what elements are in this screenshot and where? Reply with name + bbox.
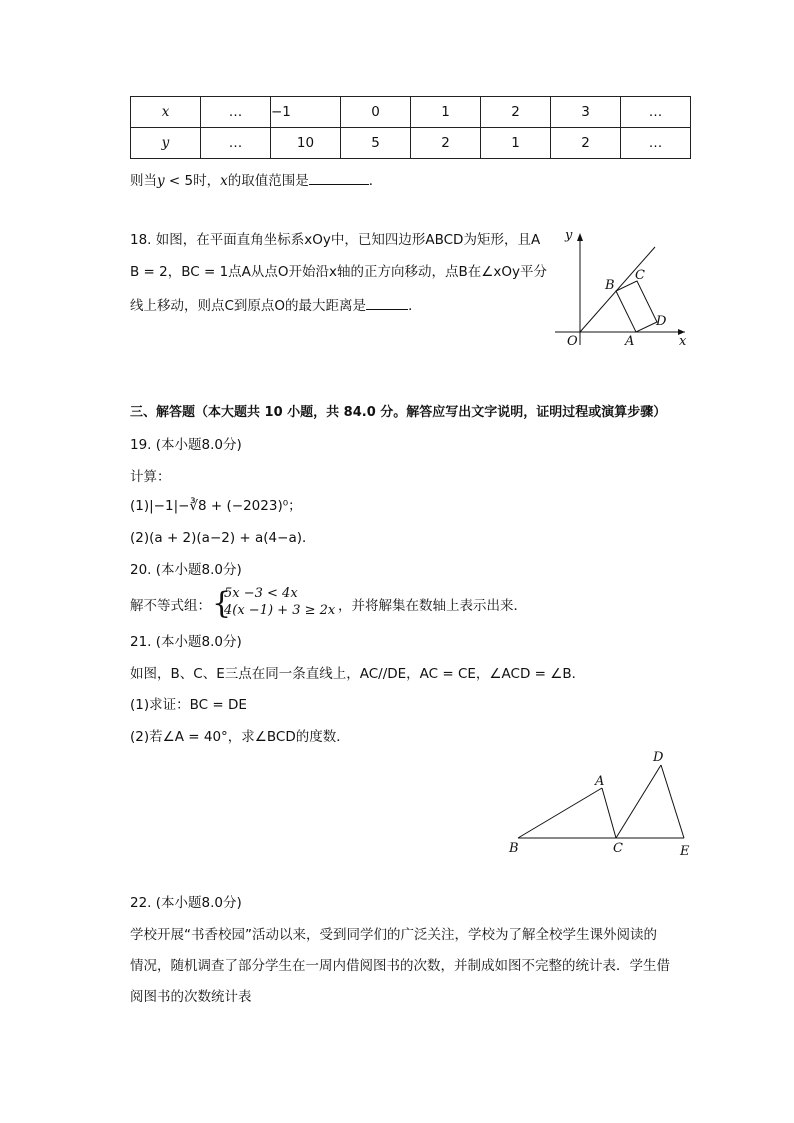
q21-stem: 如图，B、C、E三点在同一条直线上，AC//DE，AC = CE，∠ACD = ∠B． — [130, 666, 586, 682]
q19-header: 19. (本小题8.0分) — [130, 437, 242, 453]
answer-blank[interactable] — [309, 170, 369, 185]
q17-text: 的取值范围是 — [227, 173, 309, 189]
q20-prefix: 解不等式组： — [130, 598, 211, 614]
q21-figure — [500, 745, 700, 860]
table-cell: 10 — [271, 128, 341, 159]
table-cell: 2 — [481, 97, 551, 128]
label-a: A — [595, 774, 605, 789]
q17-text: < 5 — [164, 173, 194, 189]
q17-var-x: x — [220, 173, 228, 189]
table-cell: 3 — [551, 97, 621, 128]
table-cell: 2 — [411, 128, 481, 159]
segment-ac — [602, 788, 616, 838]
table-cell: … — [621, 128, 691, 159]
q17-text: 则当 — [130, 173, 157, 189]
label-d: D — [653, 750, 664, 765]
table-cell: −1 — [271, 97, 341, 128]
q18-line-1: 18. 如图，在平面直角坐标系xOy中，已知四边形ABCD为矩形，且A — [130, 232, 541, 248]
table-cell: 1 — [411, 97, 481, 128]
q21-part2: (2)若∠A = 40°，求∠BCD的度数． — [130, 729, 350, 745]
q21-part1: (1)求证：BC = DE — [130, 697, 247, 713]
q18-line-3 — [130, 295, 422, 315]
q22-line-3: 阅图书的次数统计表 — [130, 989, 252, 1005]
q22-line-1: 学校开展“书香校园”活动以来，受到同学们的广泛关注，学校为了解全校学生课外阅读的 — [130, 927, 657, 943]
table-cell: … — [201, 128, 271, 159]
table-cell: 1 — [481, 128, 551, 159]
label-e: E — [680, 844, 690, 859]
table-row — [131, 128, 691, 159]
table-cell: y — [131, 128, 201, 159]
label-y: y — [565, 228, 573, 243]
system-brace-icon: { — [212, 586, 232, 621]
q22-line-2: 情况，随机调查了部分学生在一周内借阅图书的次数，并制成如图不完整的统计表．学生借 — [130, 958, 670, 974]
section-heading: 三、解答题（本大题共 10 小题，共 84.0 分。解答应写出文字说明，证明过程或演算步骤） — [130, 405, 667, 420]
table-cell: x — [131, 97, 201, 128]
answer-blank[interactable] — [366, 295, 408, 310]
angle-bisector — [580, 247, 655, 332]
table-cell: … — [621, 97, 691, 128]
q18-text: 线上移动，则点C到原点O的最大距离是 — [130, 298, 367, 314]
y-axis-arrow-icon — [577, 233, 583, 241]
value-table — [130, 96, 691, 159]
q18-figure — [545, 225, 695, 350]
q17-text: ． — [368, 173, 383, 189]
label-c: C — [635, 268, 645, 283]
table-cell: … — [201, 97, 271, 128]
q17-range-question — [130, 170, 382, 190]
segment-ba — [518, 788, 602, 838]
q19-part2: (2)(a + 2)(a−2) + a(4−a)． — [130, 530, 316, 546]
q20-header: 20. (本小题8.0分) — [130, 562, 242, 578]
q20-inequality-2: 4(x −1) + 3 ≥ 2x — [224, 603, 336, 618]
rectangle-abcd — [616, 281, 657, 332]
q20-suffix: ，并将解集在数轴上表示出来． — [338, 598, 527, 614]
q21-header: 21. (本小题8.0分) — [130, 634, 242, 650]
q17-var-y: y — [157, 173, 165, 189]
q22-header: 22. (本小题8.0分) — [130, 895, 242, 911]
q20-inequality-1: 5x −3 < 4x — [224, 586, 298, 601]
q19-part1: (1)|−1|−∛8 + (−2023)⁰； — [130, 498, 302, 514]
label-b: B — [605, 278, 615, 293]
table-cell: 2 — [551, 128, 621, 159]
label-a: A — [625, 334, 635, 349]
table-row — [131, 97, 691, 128]
table-cell: 0 — [341, 97, 411, 128]
label-x: x — [679, 334, 687, 349]
label-o: O — [567, 334, 578, 349]
label-b: B — [509, 841, 519, 856]
q18-line-2: B = 2，BC = 1点A从点O开始沿x轴的正方向移动，点B在∠xOy平分 — [130, 264, 547, 280]
q18-text: ． — [408, 298, 422, 314]
q19-intro: 计算： — [130, 469, 171, 485]
label-d: D — [656, 314, 667, 329]
table-cell: 5 — [341, 128, 411, 159]
segment-de — [661, 765, 684, 838]
q17-text: 时， — [193, 173, 221, 189]
label-c: C — [613, 841, 623, 856]
segment-cd — [616, 765, 661, 838]
